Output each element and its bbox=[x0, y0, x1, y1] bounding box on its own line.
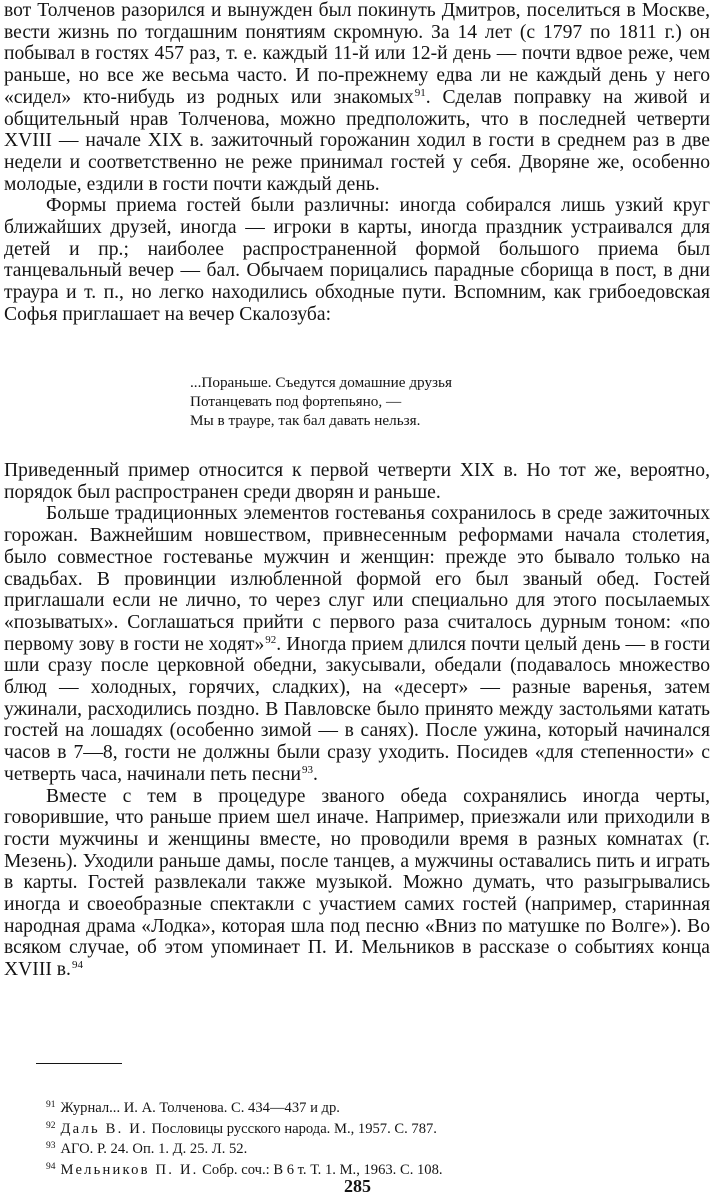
paragraph-text: Больше традиционных элементов гостеванья сохранилось в среде зажиточных горожан. Важнейшим новшеством, привнесенным реформами начала столетия, было совместное гостеванье мужчин и женщин: прежде это бывало только на свадьбах. В провинции излюбленной формой его был званый обед. Гостей приглашали если не лично, то через слуг или специально для этого посылаемых «позыватых». Соглашаться прийти с первого раза считалось дурным тоном: «по первому зову в гости не ходят» bbox=[4, 503, 710, 655]
verse-quotation bbox=[190, 373, 452, 430]
footnote bbox=[46, 1118, 443, 1139]
body-text-lower bbox=[4, 460, 710, 981]
paragraph bbox=[4, 786, 710, 981]
verse-line: ...Пораньше. Съедутся домашние друзья bbox=[190, 374, 452, 391]
footnote-text: Пословицы русского народа. М., 1957. С. 787. bbox=[147, 1120, 437, 1137]
paragraph-text: . Иногда прием длился почти целый день — в гости шли сразу после церковной обедни, закусывали, обедали (подавалось множество блюд — холодных, горячих, сладких), на «десерт» — разные варенья, затем ужинали, расходились поздно. В Павловске было принято между застольями катать гостей на лошадях (особенно зимой — в санях). После ужина, который начинался часов в 7—8, гости не должны были сразу уходить. Посидев «для степенности» с четверть часа, начинали петь песни bbox=[4, 633, 710, 785]
paragraph bbox=[4, 460, 710, 503]
footnote-text: Журнал... И. А. Толченова. С. 434—437 и др. bbox=[60, 1100, 340, 1116]
footnote-reference[interactable]: 91 bbox=[414, 86, 426, 99]
paragraph-text: . Сделав поправку на живой и общительный нрав Толченова, можно предположить, что в последней четверти XVIII — начале XIX в. зажиточный горожанин ходил в гости в среднем раз в две недели и соответственно не реже принимал гостей у себя. Дворяне же, особенно молодые, ездили в гости почти каждый день. bbox=[4, 86, 710, 195]
footnote-author: Мельников П. И. bbox=[60, 1161, 199, 1178]
paragraph-text: вот Толченов разорился и вынужден был покинуть Дмитров, поселиться в Москве, вести жизнь по тогдашним понятиям скромную. За 14 лет (с 1797 по 1811 г.) он побывал в гостях 457 раз, т. е. каждый 11-й или 12-й день — почти вдвое реже, чем раньше, но все же весьма часто. И по-прежнему едва ли не каждый день у него «сидел» кто-нибудь из родных или знакомых bbox=[4, 0, 710, 108]
page-number: 285 bbox=[344, 1176, 371, 1196]
footnote-number: 92 bbox=[46, 1120, 56, 1131]
footnote-reference[interactable]: 93 bbox=[302, 763, 314, 776]
footnote-text: АГО. Р. 24. Оп. 1. Д. 25. Л. 52. bbox=[60, 1141, 248, 1157]
footnote-text: Собр. соч.: В 6 т. Т. 1. М., 1963. С. 108. bbox=[198, 1161, 443, 1178]
paragraph-text: Приведенный пример относится к первой четверти XIX в. Но тот же, вероятно, порядок был распространен среди дворян и раньше. bbox=[4, 460, 710, 503]
paragraph bbox=[4, 195, 710, 325]
footnote-reference[interactable]: 92 bbox=[265, 633, 277, 646]
paragraph bbox=[4, 0, 710, 195]
paragraph-text: Вместе с тем в процедуре званого обеда сохранялись иногда черты, говорившие, что раньше прием шел иначе. Например, приезжали или приходили в гости мужчины и женщины вместе, но проводили время в разных комнатах (г. Мезень). Уходили раньше дамы, после танцев, а мужчины оставались пить и играть в карты. Гостей развлекали также музыкой. Можно думать, что разыгрывались иногда и своеобразные спектакли с участием самих гостей (например, старинная народная драма «Лодка», которая шла под песню «Вниз по матушке по Волге»). Во всяком случае, об этом упоминает П. И. Мельников в рассказе о событиях конца XVIII в. bbox=[4, 785, 710, 981]
footnote-number: 93 bbox=[46, 1141, 56, 1151]
footnote-number: 91 bbox=[46, 1100, 56, 1110]
footnote-author: Даль В. И. bbox=[60, 1120, 148, 1137]
footnote bbox=[46, 1138, 443, 1159]
footnotes bbox=[46, 1097, 443, 1179]
footnote-number: 94 bbox=[46, 1161, 56, 1172]
body-text-upper bbox=[4, 0, 710, 326]
paragraph-text: . bbox=[313, 763, 318, 785]
footnote bbox=[46, 1097, 443, 1118]
paragraph bbox=[4, 503, 710, 785]
footnote-divider bbox=[36, 1063, 122, 1064]
verse-line: Мы в трауре, так бал давать нельзя. bbox=[190, 412, 421, 429]
paragraph-text: Формы приема гостей были различны: иногда собирался лишь узкий круг ближайших друзей, иногда — игроки в карты, иногда праздник устраивался для детей и пр.; наиболее распространенной формой большого приема был танцевальный вечер — бал. Обычаем порицались парадные сборища в пост, в дни траура и т. п., но легко находились обходные пути. Вспомним, как грибоедовская Софья приглашает на вечер Скалозуба: bbox=[4, 195, 710, 325]
verse-line: Потанцевать под фортепьяно, — bbox=[190, 393, 402, 410]
footnote-reference[interactable]: 94 bbox=[71, 959, 83, 972]
